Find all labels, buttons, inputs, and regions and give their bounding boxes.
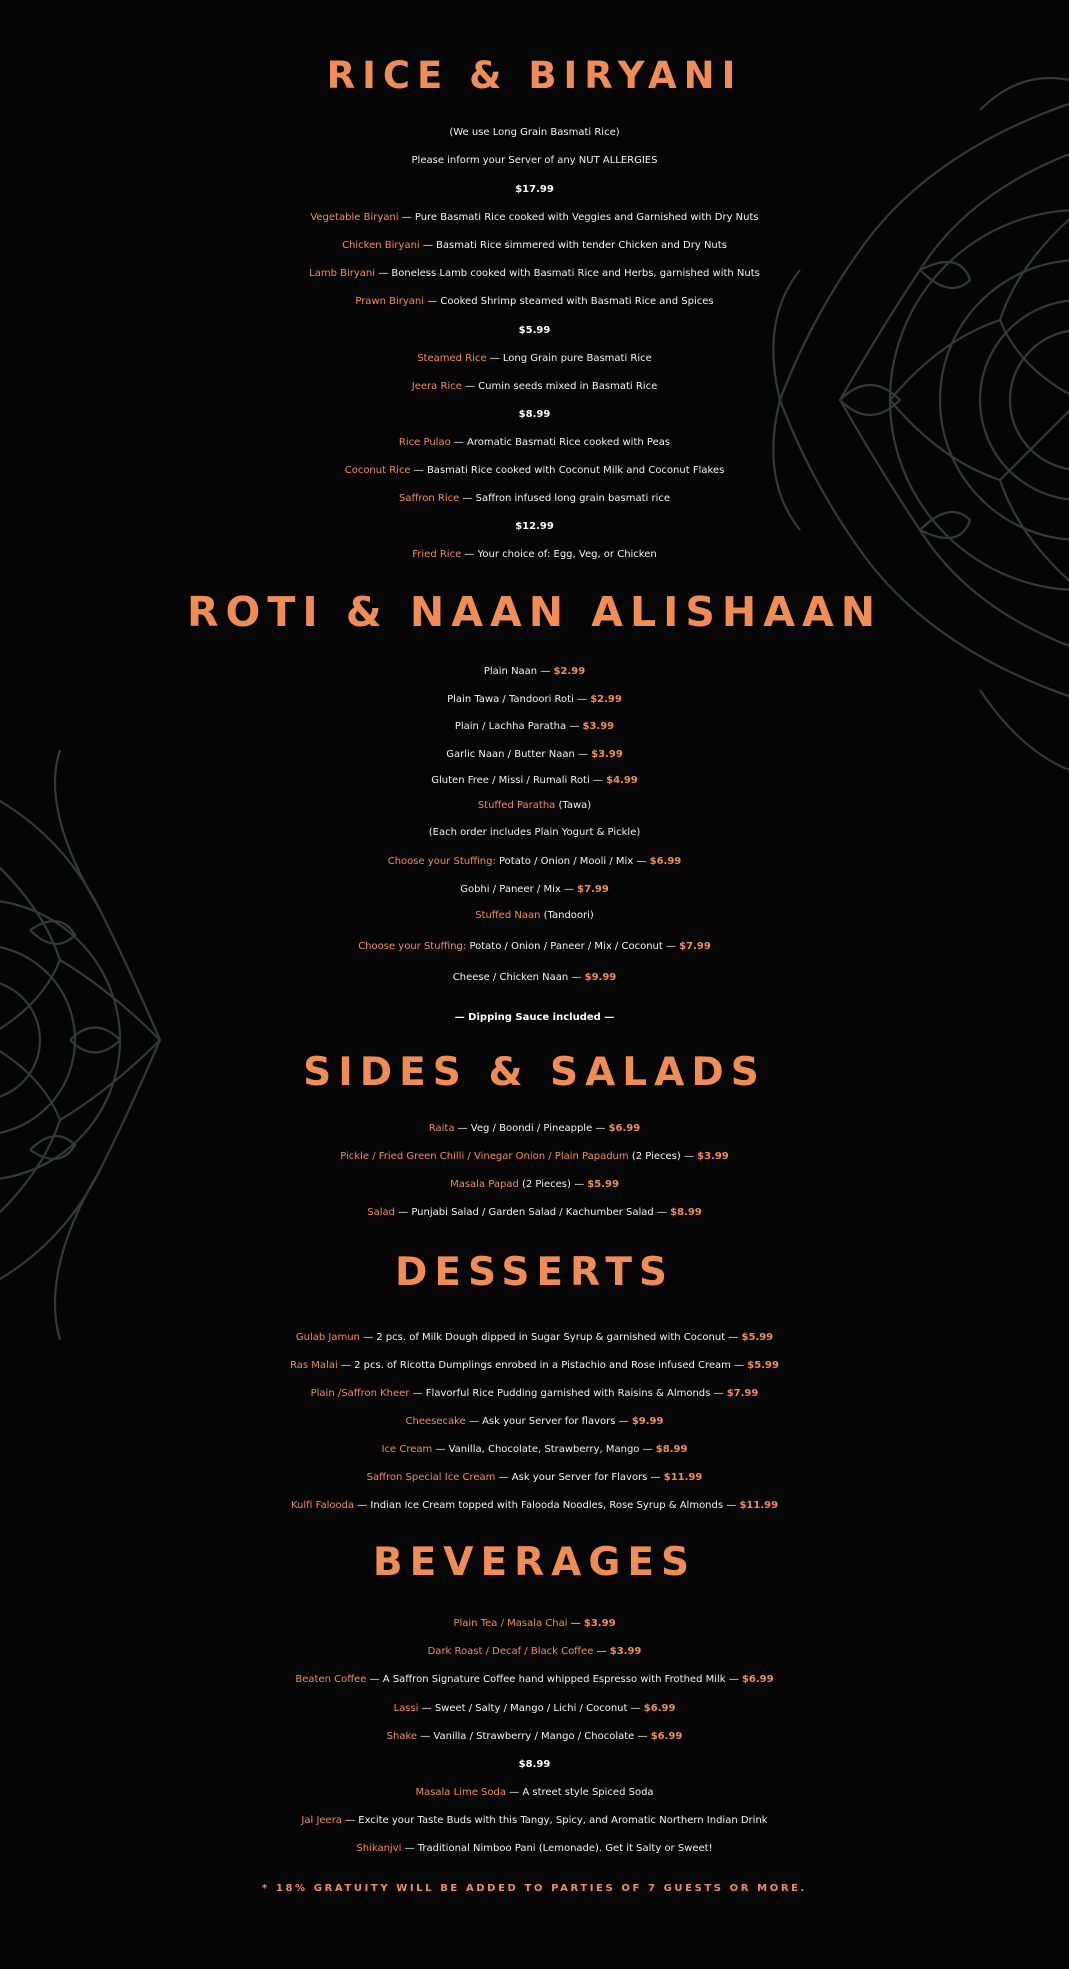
item-price: $4.99 [606, 775, 638, 786]
menu-item-shake [0, 1724, 1069, 1750]
rice-note-allergies: Please inform your Server of any NUT ALLERGIES [411, 155, 658, 166]
item-description: — Cooked Shrimp steamed with Basmati Rice and Spices [424, 296, 714, 307]
item-name: Ice Cream [381, 1444, 433, 1455]
stuffing-options-paratha-premium [0, 877, 1069, 903]
menu-item-jeera-rice [0, 374, 1069, 400]
price-tier-label: $5.99 [518, 325, 551, 336]
item-price: $8.99 [655, 1444, 688, 1455]
price-tier-label: $8.99 [518, 409, 551, 420]
item-name: Plain Naan — [483, 666, 554, 677]
menu-item-gluten-free [0, 768, 1069, 794]
menu-item-kulfi-falooda [0, 1493, 1069, 1519]
item-name: Pickle / Fried Green Chilli / Vinegar Onion / Plain Papadum [340, 1151, 629, 1162]
menu-item-tea [0, 1611, 1069, 1637]
item-name: Cheesecake [405, 1416, 466, 1427]
item-name: Cheese / Chicken Naan — [452, 972, 585, 983]
item-description: — Flavorful Rice Pudding garnished with Raisins & Almonds — [409, 1388, 727, 1399]
menu-item-tawa-roti [0, 687, 1069, 713]
stuffing-options: Potato / Onion / Mooli / Mix — [495, 856, 650, 867]
stuffing-options-paratha [0, 849, 1069, 875]
item-description: — Boneless Lamb cooked with Basmati Rice and Herbs, garnished with Nuts [375, 268, 760, 279]
menu-item-chicken-biryani [0, 233, 1069, 259]
section-title-desserts: DESSERTS [394, 1250, 675, 1295]
price-tier-label: $17.99 [515, 184, 554, 195]
item-description: — A street style Spiced Soda [505, 1787, 654, 1798]
item-price: $7.99 [726, 1388, 759, 1399]
item-price: $6.99 [643, 1703, 676, 1714]
item-price: $6.99 [649, 856, 682, 867]
item-name: Coconut Rice [344, 465, 411, 476]
item-description: — 2 pcs. of Ricotta Dumplings enrobed in a Pistachio and Rose infused Cream — [337, 1360, 748, 1371]
menu-item-plain-naan [0, 659, 1069, 685]
menu-item-rice-pulao [0, 430, 1069, 456]
item-name: Rice Pulao [398, 437, 451, 448]
item-description: — Basmati Rice cooked with Coconut Milk and Coconut Flakes [410, 465, 725, 476]
item-description: — Traditional Nimboo Pani (Lemonade). Get it Salty or Sweet! [401, 1843, 713, 1854]
item-price: $3.99 [609, 1646, 642, 1657]
rice-note-basmati: (We use Long Grain Basmati Rice) [449, 127, 620, 138]
item-description: — Long Grain pure Basmati Rice [486, 353, 652, 364]
item-name: Salad [367, 1207, 395, 1218]
item-name: Gulab Jamun [295, 1332, 360, 1343]
stuffing-label: Choose your Stuffing: [358, 941, 467, 952]
section-title-beverages: BEVERAGES [372, 1540, 697, 1585]
item-price: $7.99 [577, 884, 609, 895]
item-name: Plain Tawa / Tandoori Roti — [447, 694, 591, 705]
gratuity-notice: * 18% GRATUITY WILL BE ADDED TO PARTIES OF 7 GUESTS OR MORE. [262, 1883, 807, 1894]
item-description: — Your choice of: Egg, Veg, or Chicken [461, 549, 657, 560]
item-price: $11.99 [663, 1472, 703, 1483]
item-name: Kulfi Falooda [290, 1500, 355, 1511]
item-name: Fried Rice [412, 549, 462, 560]
stuffing-options: Potato / Onion / Paneer / Mix / Coconut — [466, 941, 680, 952]
menu-item-raita [0, 1116, 1069, 1142]
item-description: — Aromatic Basmati Rice cooked with Peas [450, 437, 671, 448]
menu-item-pickle [0, 1144, 1069, 1170]
item-description: — A Saffron Signature Coffee hand whipped Espresso with Frothed Milk — [366, 1674, 742, 1685]
item-description: (2 Pieces) — [628, 1151, 698, 1162]
item-description: (2 Pieces) — [518, 1179, 588, 1190]
item-price: $2.99 [590, 694, 622, 705]
item-description: — Vanilla, Chocolate, Strawberry, Mango — [432, 1444, 656, 1455]
menu-item-coconut-rice [0, 458, 1069, 484]
paratha-note: (Each order includes Plain Yogurt & Pickle) [428, 827, 641, 838]
menu-item-jal-jeera [0, 1808, 1069, 1834]
item-description: — Pure Basmati Rice cooked with Veggies and Garnished with Dry Nuts [398, 212, 759, 223]
menu-item-fried-rice [0, 542, 1069, 568]
menu-item-stuffed-naan [0, 903, 1069, 929]
item-name: Vegetable Biryani [310, 212, 399, 223]
item-price: $3.99 [697, 1151, 729, 1162]
menu-item-paratha [0, 714, 1069, 740]
item-description: — Veg / Boondi / Pineapple — [454, 1123, 609, 1134]
item-price: $8.99 [670, 1207, 702, 1218]
item-name: Lassi [393, 1703, 419, 1714]
price-tier-label: $12.99 [515, 521, 554, 532]
item-name: Shake [386, 1731, 418, 1742]
menu-item-coffee [0, 1639, 1069, 1665]
menu-item-cheese-naan [0, 965, 1069, 991]
item-description: — Ask your Server for flavors — [465, 1416, 632, 1427]
item-name: Steamed Rice [417, 353, 487, 364]
menu-item-ras-malai [0, 1353, 1069, 1379]
item-name: Garlic Naan / Butter Naan — [446, 749, 592, 760]
item-description: — Cumin seeds mixed in Basmati Rice [461, 381, 658, 392]
item-name: Prawn Biryani [355, 296, 425, 307]
item-name: Beaten Coffee [295, 1674, 367, 1685]
item-name: Saffron Rice [398, 493, 460, 504]
item-price: $6.99 [608, 1123, 641, 1134]
item-name: Plain /Saffron Kheer [310, 1388, 410, 1399]
item-description: — Sweet / Salty / Mango / Lichi / Coconut — [418, 1703, 644, 1714]
item-name: Dark Roast / Decaf / Black Coffee [427, 1646, 594, 1657]
item-name: Raita [428, 1123, 455, 1134]
item-price: $11.99 [739, 1500, 779, 1511]
section-title-sides: SIDES & SALADS [303, 1050, 766, 1095]
item-price: $2.99 [553, 666, 586, 677]
menu-item-beaten-coffee [0, 1667, 1069, 1693]
item-description: — Ask your Server for Flavors — [495, 1472, 664, 1483]
item-price: $6.99 [650, 1731, 683, 1742]
item-name: Shikanjvi [356, 1843, 402, 1854]
item-description: — Vanilla / Strawberry / Mango / Chocolate — [417, 1731, 651, 1742]
item-description: — 2 pcs. of Milk Dough dipped in Sugar Syrup & garnished with Coconut — [359, 1332, 742, 1343]
item-suffix: (Tawa) [555, 800, 592, 811]
menu-item-kheer [0, 1381, 1069, 1407]
menu-item-garlic-naan [0, 742, 1069, 768]
item-name: Saffron Special Ice Cream [366, 1472, 496, 1483]
menu-item-masala-papad [0, 1172, 1069, 1198]
menu-item-steamed-rice [0, 346, 1069, 372]
item-price: $6.99 [741, 1674, 774, 1685]
item-price: $5.99 [747, 1360, 779, 1371]
item-description: — Saffron infused long grain basmati rice [459, 493, 670, 504]
menu-item-saffron-rice [0, 486, 1069, 512]
item-price: $5.99 [587, 1179, 619, 1190]
menu-item-prawn-biryani [0, 289, 1069, 315]
menu-item-stuffed-paratha [0, 793, 1069, 819]
item-name: Masala Papad [450, 1179, 519, 1190]
menu-item-lamb-biryani [0, 261, 1069, 287]
item-name: Lamb Biryani [309, 268, 376, 279]
menu-item-saffron-ice-cream [0, 1465, 1069, 1491]
item-description: — Excite your Taste Buds with this Tangy, Spicy, and Aromatic Northern Indian Drink [341, 1815, 768, 1826]
menu-item-shikanjvi [0, 1836, 1069, 1862]
item-name: Ras Malai [290, 1360, 338, 1371]
item-price: $7.99 [679, 941, 711, 952]
section-title-rice: RICE & BIRYANI [326, 54, 743, 97]
item-description: — Indian Ice Cream topped with Falooda Noodles, Rose Syrup & Almonds — [354, 1500, 740, 1511]
dipping-sauce-note: — Dipping Sauce included — [454, 1012, 615, 1023]
item-price: $3.99 [591, 749, 623, 760]
item-name: Chicken Biryani [342, 240, 420, 251]
item-suffix: (Tandoori) [540, 910, 594, 921]
item-name: Stuffed Naan [475, 910, 541, 921]
stuffing-label: Choose your Stuffing: [387, 856, 496, 867]
item-description: — Basmati Rice simmered with tender Chicken and Dry Nuts [419, 240, 727, 251]
item-description: — [593, 1646, 610, 1657]
item-price: $9.99 [631, 1416, 664, 1427]
item-price: $9.99 [584, 972, 617, 983]
menu-item-ice-cream [0, 1437, 1069, 1463]
menu-item-cheesecake [0, 1409, 1069, 1435]
item-description: — Punjabi Salad / Garden Salad / Kachumber Salad — [394, 1207, 671, 1218]
item-name: Plain Tea / Masala Chai [453, 1618, 568, 1629]
menu-item-salad [0, 1200, 1069, 1226]
item-price: $3.99 [583, 1618, 616, 1629]
item-name: Gluten Free / Missi / Rumali Roti — [431, 775, 607, 786]
section-title-roti: ROTI & NAAN ALISHAAN [186, 588, 883, 636]
menu-item-lassi [0, 1696, 1069, 1722]
item-name: Jeera Rice [411, 381, 462, 392]
item-price: $3.99 [582, 721, 615, 732]
item-name: Stuffed Paratha [477, 800, 556, 811]
menu-item-gulab-jamun [0, 1325, 1069, 1351]
menu-item-vegetable-biryani [0, 205, 1069, 231]
item-description: — [567, 1618, 584, 1629]
item-name: Masala Lime Soda [415, 1787, 506, 1798]
menu-item-lime-soda [0, 1780, 1069, 1806]
stuffing-options: Gobhi / Paneer / Mix — [460, 884, 578, 895]
item-price: $5.99 [741, 1332, 774, 1343]
item-name: Jal Jeera [301, 1815, 342, 1826]
item-name: Plain / Lachha Paratha — [454, 721, 583, 732]
price-tier-label: $8.99 [518, 1759, 551, 1770]
stuffing-options-naan [0, 934, 1069, 960]
